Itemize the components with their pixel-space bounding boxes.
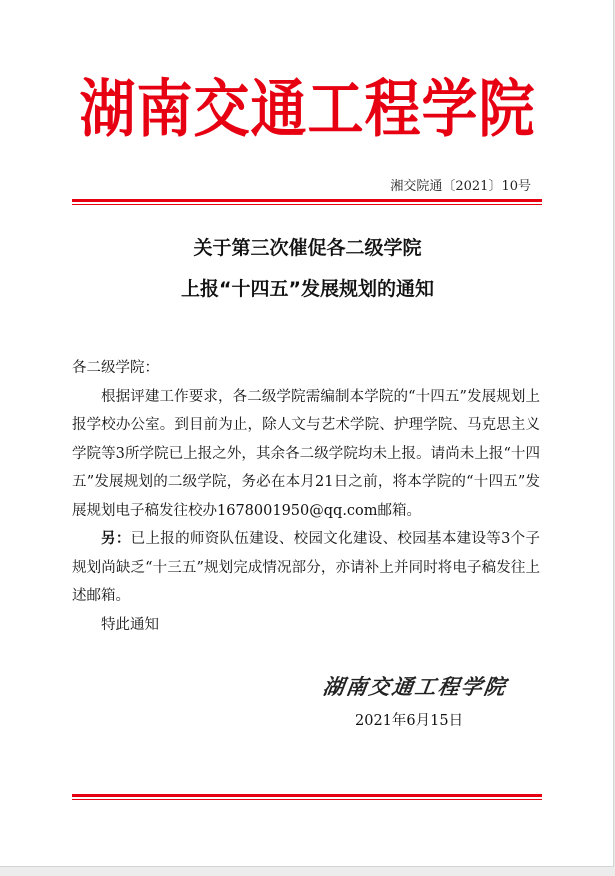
notice-title-line-2: 上报“十四五”发展规划的通知 bbox=[181, 278, 434, 300]
viewer-bottom-strip bbox=[0, 867, 615, 876]
document-number: 湘交院通〔2021〕10号 bbox=[390, 179, 531, 194]
notice-body bbox=[72, 354, 540, 639]
closing-line: 特此通知 bbox=[101, 616, 159, 633]
notice-title-line-1: 关于第三次催促各二级学院 bbox=[193, 237, 422, 259]
footer-red-rule-thin bbox=[72, 799, 542, 800]
header-red-rule-thin bbox=[72, 204, 542, 205]
body-paragraph-note bbox=[72, 525, 540, 611]
masthead-title: 湖南交通工程学院 bbox=[79, 73, 536, 147]
signature-calligraphy: 湖南交通工程学院 bbox=[321, 674, 509, 699]
footer-red-rule bbox=[72, 794, 542, 797]
salutation: 各二级学院： bbox=[72, 360, 159, 376]
header-red-rule bbox=[72, 199, 542, 202]
note-text: 已上报的师资队伍建设、校园文化建设、校园基本建设等3个子规划尚缺乏“十三五”规划完成情况部分，亦请补上并同时将电子稿发往上述邮箱。 bbox=[72, 531, 540, 604]
note-label: 另： bbox=[101, 531, 131, 547]
issue-date: 2021年6月15日 bbox=[355, 713, 464, 729]
body-paragraph-1: 根据评建工作要求，各二级学院需编制本学院的“十四五”发展规划上报学校办公室。到目前为止，除人文与艺术学院、护理学院、马克思主义学院等3所学院已上报之外，其余各二级学院均未上报。请尚未上报“十四五”发展规划的二级学院，务必在本月21日之前，将本学院的“十四五”发展规划电子稿发往校办1678001950@qq.com邮箱。 bbox=[72, 388, 540, 519]
